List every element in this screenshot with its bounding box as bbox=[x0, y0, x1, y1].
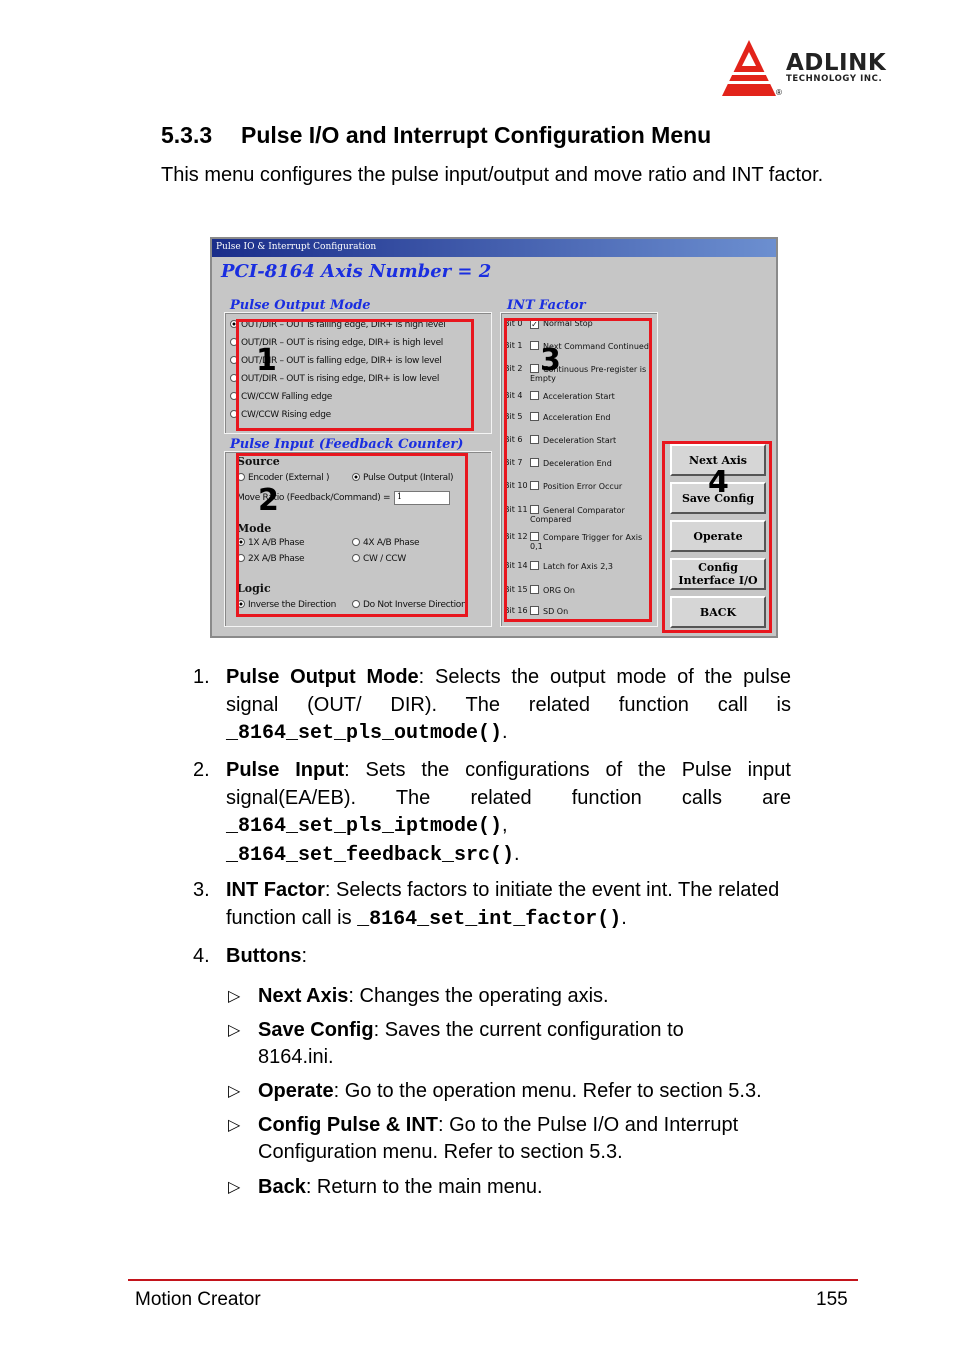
axis-title: PCI-8164 Axis Number = 2 bbox=[221, 261, 492, 282]
window-titlebar: Pulse IO & Interrupt Configuration bbox=[212, 239, 776, 257]
mode-2x-radio[interactable]: 2X A/B Phase bbox=[237, 554, 304, 564]
logo-triangle-icon bbox=[722, 38, 782, 100]
section-heading bbox=[161, 122, 711, 149]
callout-number-3: 3 bbox=[540, 343, 561, 378]
pulse-output-title: Pulse Output Mode bbox=[230, 298, 371, 313]
move-ratio-label: Move Ratio (Feedback/Command) = bbox=[237, 493, 391, 503]
logic-label: Logic bbox=[237, 582, 271, 595]
footer-rule bbox=[128, 1279, 858, 1281]
int-factor-checkbox[interactable]: ORG On bbox=[530, 585, 650, 595]
config-window-screenshot bbox=[210, 237, 778, 638]
int-factor-checkbox[interactable]: Latch for Axis 2,3 bbox=[530, 561, 650, 571]
callout-box-2 bbox=[236, 453, 468, 617]
logo-name: ADLINK bbox=[786, 50, 887, 76]
triangle-bullet-icon: ▷ bbox=[228, 1179, 241, 1196]
footer-title: Motion Creator bbox=[135, 1289, 261, 1310]
source-encoder-radio[interactable]: Encoder (External ) bbox=[237, 473, 329, 483]
int-factor-title: INT Factor bbox=[507, 298, 586, 313]
section-title: Pulse I/O and Interrupt Configuration Menu bbox=[241, 122, 712, 148]
callout-number-1: 1 bbox=[256, 343, 277, 378]
back-button[interactable]: BACK bbox=[670, 596, 766, 628]
int-factor-checkbox[interactable]: Deceleration Start bbox=[530, 435, 650, 445]
triangle-bullet-icon: ▷ bbox=[228, 988, 241, 1005]
triangle-bullet-icon: ▷ bbox=[228, 1083, 241, 1100]
move-ratio-input[interactable]: 1 bbox=[394, 491, 450, 505]
mode-4x-radio[interactable]: 4X A/B Phase bbox=[352, 538, 419, 548]
intro-paragraph: This menu configures the pulse input/output and move ratio and INT factor. bbox=[161, 164, 824, 186]
mode-1x-radio[interactable]: 1X A/B Phase bbox=[237, 538, 304, 548]
section-number: 5.3.3 bbox=[161, 122, 213, 148]
next-axis-button[interactable]: Next Axis bbox=[670, 444, 766, 476]
triangle-bullet-icon: ▷ bbox=[228, 1117, 241, 1134]
logic-no-inverse-radio[interactable]: Do Not Inverse Direction bbox=[352, 600, 466, 610]
source-pulse-output-radio[interactable]: Pulse Output (Interal) bbox=[352, 473, 453, 483]
int-bit-label: Bit 2 bbox=[504, 364, 523, 373]
int-bit-label: Bit 14 bbox=[504, 561, 528, 570]
logo-subtitle: TECHNOLOGY INC. bbox=[786, 74, 883, 84]
int-factor-checkbox[interactable]: SD On bbox=[530, 606, 650, 616]
pulse-output-radio[interactable]: OUT/DIR – OUT is rising edge, DIR+ is high level bbox=[230, 338, 443, 348]
int-factor-checkbox[interactable]: Acceleration Start bbox=[530, 391, 650, 401]
operate-button[interactable]: Operate bbox=[670, 520, 766, 552]
int-bit-label: Bit 4 bbox=[504, 391, 523, 400]
int-factor-checkbox[interactable]: Deceleration End bbox=[530, 458, 650, 468]
int-bit-label: Bit 12 bbox=[504, 532, 528, 541]
pulse-output-radio[interactable]: OUT/DIR – OUT is falling edge, DIR+ is low level bbox=[230, 356, 442, 366]
pulse-output-radio[interactable]: OUT/DIR – OUT is rising edge, DIR+ is low level bbox=[230, 374, 439, 384]
mode-cwccw-radio[interactable]: CW / CCW bbox=[352, 554, 406, 564]
adlink-logo bbox=[722, 38, 912, 100]
page-number: 155 bbox=[816, 1289, 848, 1310]
pulse-input-title: Pulse Input (Feedback Counter) bbox=[230, 437, 464, 452]
save-config-button[interactable]: Save Config bbox=[670, 482, 766, 514]
triangle-bullet-icon: ▷ bbox=[228, 1022, 241, 1039]
pulse-output-radio[interactable]: CW/CCW Rising edge bbox=[230, 410, 331, 420]
int-bit-label: Bit 5 bbox=[504, 412, 523, 421]
int-bit-label: Bit 6 bbox=[504, 435, 523, 444]
pulse-output-radio[interactable]: OUT/DIR – OUT is falling edge, DIR+ is high level bbox=[230, 320, 446, 330]
int-bit-label: Bit 7 bbox=[504, 458, 523, 467]
int-bit-label: Bit 10 bbox=[504, 481, 528, 490]
int-bit-label: Bit 16 bbox=[504, 606, 528, 615]
int-factor-checkbox[interactable]: Position Error Occur bbox=[530, 481, 650, 491]
int-bit-label: Bit 15 bbox=[504, 585, 528, 594]
callout-box-3 bbox=[504, 318, 652, 622]
pulse-output-radio[interactable]: CW/CCW Falling edge bbox=[230, 392, 332, 402]
int-bit-label: Bit 11 bbox=[504, 505, 528, 514]
int-factor-checkbox[interactable]: Next Command Continued bbox=[530, 341, 650, 351]
int-factor-checkbox[interactable]: Acceleration End bbox=[530, 412, 650, 422]
logic-inverse-radio[interactable]: Inverse the Direction bbox=[237, 600, 336, 610]
callout-number-2: 2 bbox=[258, 483, 279, 518]
int-factor-checkbox[interactable]: Continuous Pre-register is Empty bbox=[530, 365, 647, 383]
source-label: Source bbox=[237, 455, 280, 468]
logo-registered: ® bbox=[776, 88, 782, 97]
int-factor-checkbox[interactable]: ✓ Normal Stop bbox=[531, 319, 593, 329]
int-factor-checkbox[interactable]: General Comparator Compared bbox=[530, 506, 625, 524]
callout-number-4: 4 bbox=[708, 465, 729, 500]
int-factor-checkbox[interactable]: Compare Trigger for Axis 0,1 bbox=[530, 533, 643, 551]
int-bit-label: Bit 1 bbox=[504, 341, 523, 350]
int-bit-label: Bit 0 bbox=[504, 319, 523, 328]
mode-label: Mode bbox=[237, 522, 272, 535]
config-interface-io-button[interactable]: Config Interface I/O bbox=[670, 558, 766, 590]
